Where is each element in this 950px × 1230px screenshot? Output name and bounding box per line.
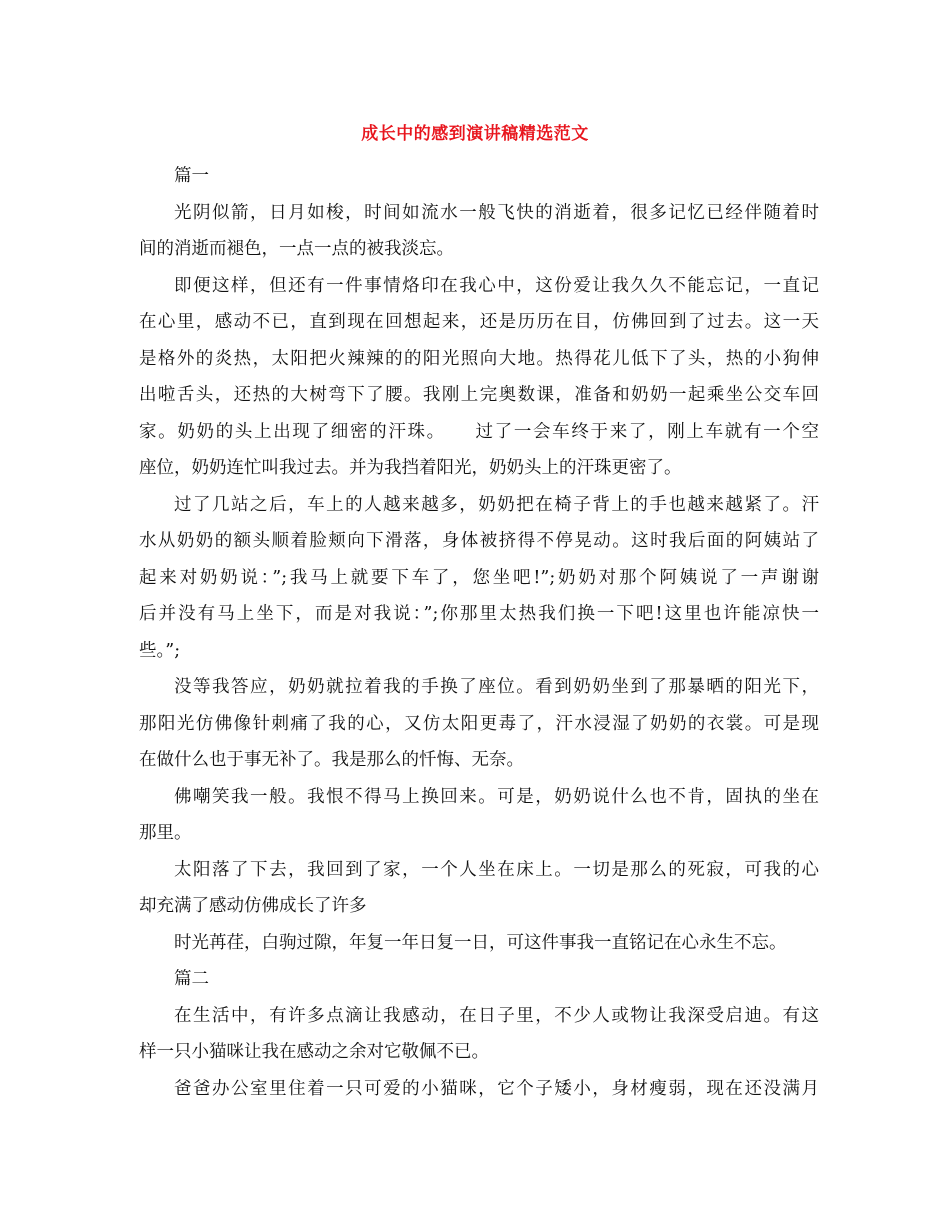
text-line: 过了几站之后，车上的人越来越多，奶奶把在椅子背上的手也越来越紧了。汗 [174,494,819,515]
text-line: 佛嘲笑我一般。我恨不得马上换回来。可是，奶奶说什么也不肯，固执的坐在 [174,786,819,807]
text-line: 光阴似箭，日月如梭，时间如流水一般飞快的消逝着，很多记忆已经伴随着时 [174,202,819,223]
text-line: 没等我答应，奶奶就拉着我的手换了座位。看到奶奶坐到了那暴晒的阳光下， [174,677,819,697]
text-line: 篇二 [174,969,209,989]
text-line: 那里。 [139,823,192,843]
text-line: 在心里，感动不已，直到现在回想起来，还是历历在目，仿佛回到了过去。这一天 [139,312,819,332]
text-line: 间的消逝而褪色，一点一点的被我淡忘。 [139,239,454,259]
text-line: 水从奶奶的额头顺着脸颊向下滑落，身体被挤得不停晃动。这时我后面的阿姨站了 [139,531,819,551]
text-line: 后并没有马上坐下，而是对我说：”;你那里太热我们换一下吧!这里也许能凉快一 [139,604,819,624]
text-line: 却充满了感动仿佛成长了许多 [139,896,367,916]
text-line: 爸爸办公室里住着一只可爱的小猫咪，它个子矮小，身材瘦弱，现在还没满月 [174,1078,819,1099]
text-line: 太阳落了下去，我回到了家，一个人坐在床上。一切是那么的死寂，可我的心 [174,859,819,880]
text-line: 篇一 [174,166,209,186]
text-line: 时光苒荏，白驹过隙，年复一年日复一日，可这件事我一直铭记在心永生不忘。 [174,932,787,953]
text-line: 样一只小猫咪让我在感动之余对它敬佩不已。 [139,1042,489,1062]
document-title: 成长中的感到演讲稿精选范文 [361,124,589,144]
text-line: 在生活中，有许多点滴让我感动，在日子里，不少人或物让我深受启迪。有这 [174,1005,819,1026]
text-line: 在做什么也于事无补了。我是那么的忏悔、无奈。 [139,750,524,770]
text-line: 出啦舌头，还热的大树弯下了腰。我刚上完奥数课，准备和奶奶一起乘坐公交车回 [139,385,819,405]
text-line: 即便这样，但还有一件事情烙印在我心中，这份爱让我久久不能忘记，一直记 [174,275,819,296]
text-line: 座位，奶奶连忙叫我过去。并为我挡着阳光，奶奶头上的汗珠更密了。 [139,458,682,478]
text-line: 起来对奶奶说：”;我马上就要下车了，您坐吧!”;奶奶对那个阿姨说了一声谢谢 [139,567,819,588]
text-line: 那阳光仿佛像针刺痛了我的心，又仿太阳更毒了，汗水浸湿了奶奶的衣裳。可是现 [139,713,819,734]
document-body [139,158,819,1107]
text-line: 是格外的炎热，太阳把火辣辣的的阳光照向大地。热得花儿低下了头，热的小狗伸 [139,348,819,369]
text-line: 些。”; [139,640,181,661]
text-line: 家。奶奶的头上出现了细密的汗珠。 过了一会车终于来了，刚上车就有一个空 [139,421,819,442]
